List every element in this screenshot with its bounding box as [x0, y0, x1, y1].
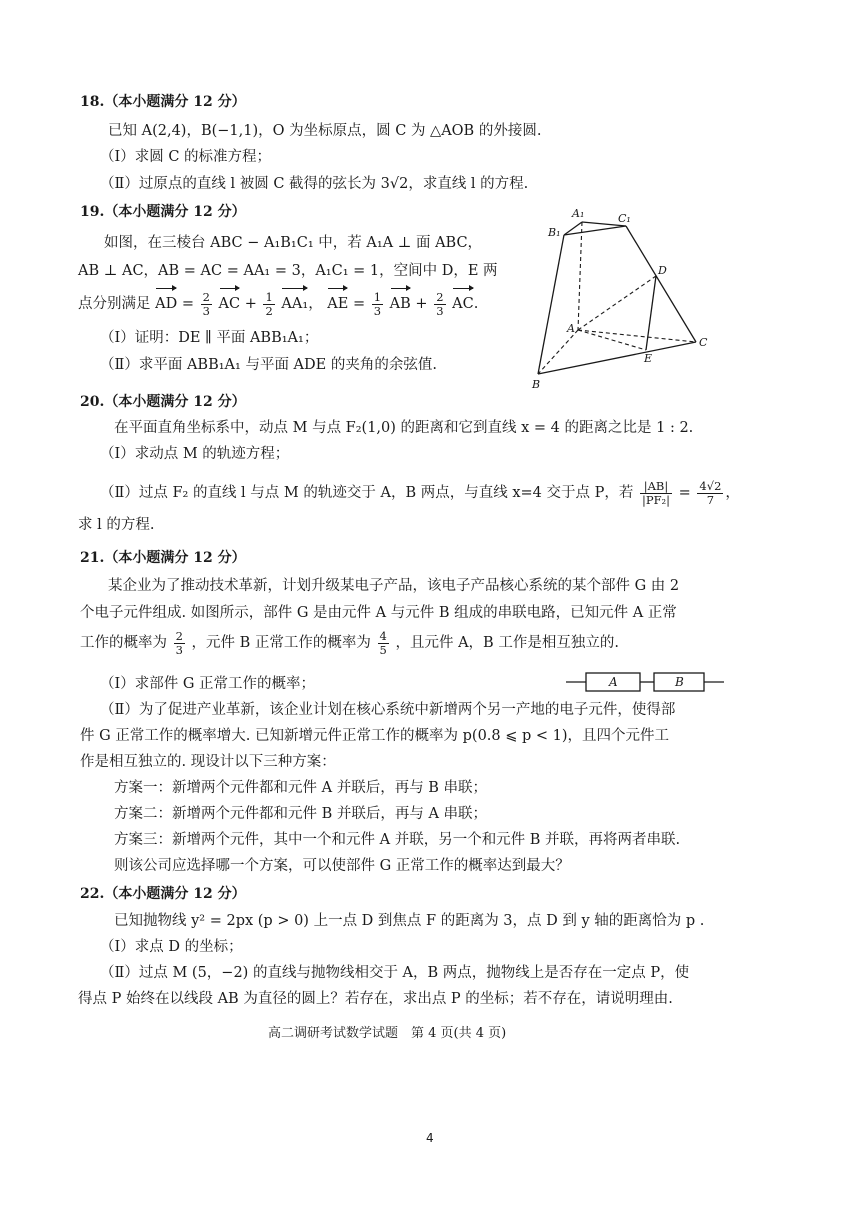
segment-a-d [578, 276, 656, 330]
q21-line-3 [80, 628, 619, 658]
ratio-ab-pf2 [640, 480, 672, 507]
q21-line-3-c: ，且元件 A，B 工作是相互独立的. [395, 635, 619, 651]
edge-b1-c1 [564, 226, 626, 235]
equals-sign: = [678, 485, 691, 501]
equals-sign: = [352, 296, 366, 312]
denominator: 7 [706, 492, 715, 507]
edge-b-c [538, 342, 696, 374]
vector-ae: AE [327, 287, 348, 318]
denominator: 3 [373, 303, 382, 318]
page-footer: 高二调研考试数学试题 第 4 页(共 4 页) [268, 1026, 507, 1041]
label-d: D [658, 264, 667, 277]
label-a1: A₁ [572, 207, 585, 220]
q21-plan-2: 方案二：新增两个元件都和元件 B 并联后，再与 A 串联； [114, 806, 488, 822]
q18-part-1: （Ⅰ）求圆 C 的标准方程； [100, 149, 272, 165]
q22-part-2: （Ⅱ）过点 M (5，−2) 的直线与抛物线相交于 A，B 两点，抛物线上是否存在一定点 P，使 [100, 965, 690, 981]
page-number: 4 [426, 1131, 434, 1145]
comma: ， [725, 485, 740, 501]
numerator: 4√2 [699, 478, 722, 493]
equals-sign: = [181, 296, 194, 312]
denominator: 5 [379, 642, 387, 657]
q20-part-2 [100, 478, 740, 508]
q19-part-2: （Ⅱ）求平面 ABB₁A₁ 与平面 ADE 的夹角的余弦值. [100, 357, 437, 373]
label-e: E [644, 352, 653, 365]
q19-line-2: AB ⊥ AC，AB = AC = AA₁ = 3，A₁C₁ = 1，空间中 D，E 两 [78, 263, 498, 279]
numerator: 1 [373, 289, 382, 304]
fraction-1-2 [263, 291, 274, 318]
q21-question: 则该公司应选择哪一个方案，可以使部件 G 正常工作的概率达到最大？ [114, 858, 570, 874]
q20-line-1: 在平面直角坐标系中，动点 M 与点 F₂(1,0) 的距离和它到直线 x = 4 的距离之比是 1 : 2. [114, 420, 694, 436]
edge-c1-c [626, 226, 696, 342]
q21-line-7: 作是相互独立的. 现设计以下三种方案： [80, 754, 336, 770]
vector-ad: AD [155, 287, 177, 318]
frustum-figure [528, 202, 718, 394]
q21-heading: 21.（本小题满分 12 分） [80, 550, 246, 566]
q21-line-2: 个电子元件组成. 如图所示，部件 G 是由元件 A 与元件 B 组成的串联电路，已知元件 A 正常 [80, 605, 677, 621]
component-a-label: A [609, 675, 618, 689]
vector-aa1: AA₁ [281, 287, 308, 318]
q21-plan-3: 方案三：新增两个元件，其中一个和元件 A 并联，另一个和元件 B 并联，再将两者串联. [114, 832, 681, 848]
q20-line-4: 求 l 的方程. [78, 517, 155, 533]
vector-ab: AB [390, 287, 411, 318]
series-circuit [566, 670, 724, 694]
numerator: 2 [202, 289, 210, 304]
vector-ac: AC [219, 287, 241, 318]
q21-part-1: （Ⅰ）求部件 G 正常工作的概率； [100, 676, 316, 692]
numerator: 4 [379, 628, 387, 643]
fraction-2-3 [174, 630, 185, 657]
q19-heading: 19.（本小题满分 12 分） [80, 204, 246, 220]
fraction-4-5 [378, 630, 389, 657]
label-b1: B₁ [548, 226, 561, 239]
q21-part-2: （Ⅱ）为了促进产业革新，该企业计划在核心系统中新增两个另一产地的电子元件，使得部 [100, 702, 676, 718]
q21-line-3-a: 工作的概率为 [80, 635, 167, 651]
q18-heading: 18.（本小题满分 12 分） [80, 94, 246, 110]
edge-a1-a [578, 222, 582, 330]
fraction-2-3-b [434, 291, 445, 318]
q22-line-1: 已知抛物线 y² = 2px (p > 0) 上一点 D 到焦点 F 的距离为 3，点 D 到 y 轴的距离恰为 p . [114, 913, 705, 929]
q18-line-1: 已知 A(2,4)，B(−1,1)，O 为坐标原点，圆 C 为 △AOB 的外接圆. [108, 123, 542, 139]
numerator: 2 [175, 628, 183, 643]
q19-line-3-lead: 点分别满足 [78, 296, 151, 312]
edge-b1-b [538, 235, 564, 374]
q21-line-6: 件 G 正常工作的概率增大. 已知新增元件正常工作的概率为 p(0.8 ⩽ p < 1)，且四个元件工 [80, 728, 670, 744]
label-c1: C₁ [618, 212, 631, 225]
q22-heading: 22.（本小题满分 12 分） [80, 886, 246, 902]
label-b: B [532, 378, 541, 391]
q18-part-2: （Ⅱ）过原点的直线 l 被圆 C 截得的弦长为 3√2，求直线 l 的方程. [100, 176, 529, 192]
q20-part-2-lead: （Ⅱ）过点 F₂ 的直线 l 与点 M 的轨迹交于 A，B 两点，与直线 x=4 交于点 P，若 [100, 485, 634, 501]
fraction-1-3 [372, 291, 383, 318]
q21-line-1: 某企业为了推动技术革新，计划升级某电子产品，该电子产品核心系统的某个部件 G 由 2 [108, 578, 680, 594]
component-b-label: B [675, 675, 684, 689]
edge-a-c [578, 330, 696, 342]
fraction-2-3 [201, 291, 212, 318]
numerator: 1 [265, 289, 273, 304]
plus-sign: + [244, 296, 257, 312]
q21-plan-1: 方案一：新增两个元件都和元件 A 并联后，再与 B 串联； [114, 780, 488, 796]
q21-line-3-b: ，元件 B 正常工作的概率为 [191, 635, 371, 651]
q20-heading: 20.（本小题满分 12 分） [80, 394, 246, 410]
numerator: |AB| [640, 480, 672, 494]
ratio-value [697, 480, 723, 507]
vector-ac-2: AC [452, 287, 474, 318]
denominator: 3 [202, 303, 210, 318]
denominator: 3 [175, 642, 183, 657]
period: . [473, 296, 479, 312]
q22-part-1: （Ⅰ）求点 D 的坐标； [100, 939, 243, 955]
label-c: C [699, 336, 708, 349]
q20-part-1: （Ⅰ）求动点 M 的轨迹方程； [100, 446, 290, 462]
q19-line-1: 如图，在三棱台 ABC − A₁B₁C₁ 中，若 A₁A ⊥ 面 ABC， [104, 235, 483, 251]
denominator: 3 [436, 303, 444, 318]
plus-sign: + [415, 296, 428, 312]
label-a: A [567, 322, 575, 335]
q19-part-1: （Ⅰ）证明：DE ∥ 平面 ABB₁A₁； [100, 330, 319, 346]
denominator: |PF₂| [641, 492, 671, 507]
comma: ， [308, 296, 323, 312]
q19-line-3 [78, 287, 478, 318]
edge-d-e [646, 276, 656, 350]
segment-a-e [578, 330, 646, 350]
q22-line-4: 得点 P 始终在以线段 AB 为直径的圆上？若存在，求出点 P 的坐标；若不存在，请说明理由. [78, 991, 673, 1007]
denominator: 2 [265, 303, 273, 318]
numerator: 2 [436, 289, 444, 304]
